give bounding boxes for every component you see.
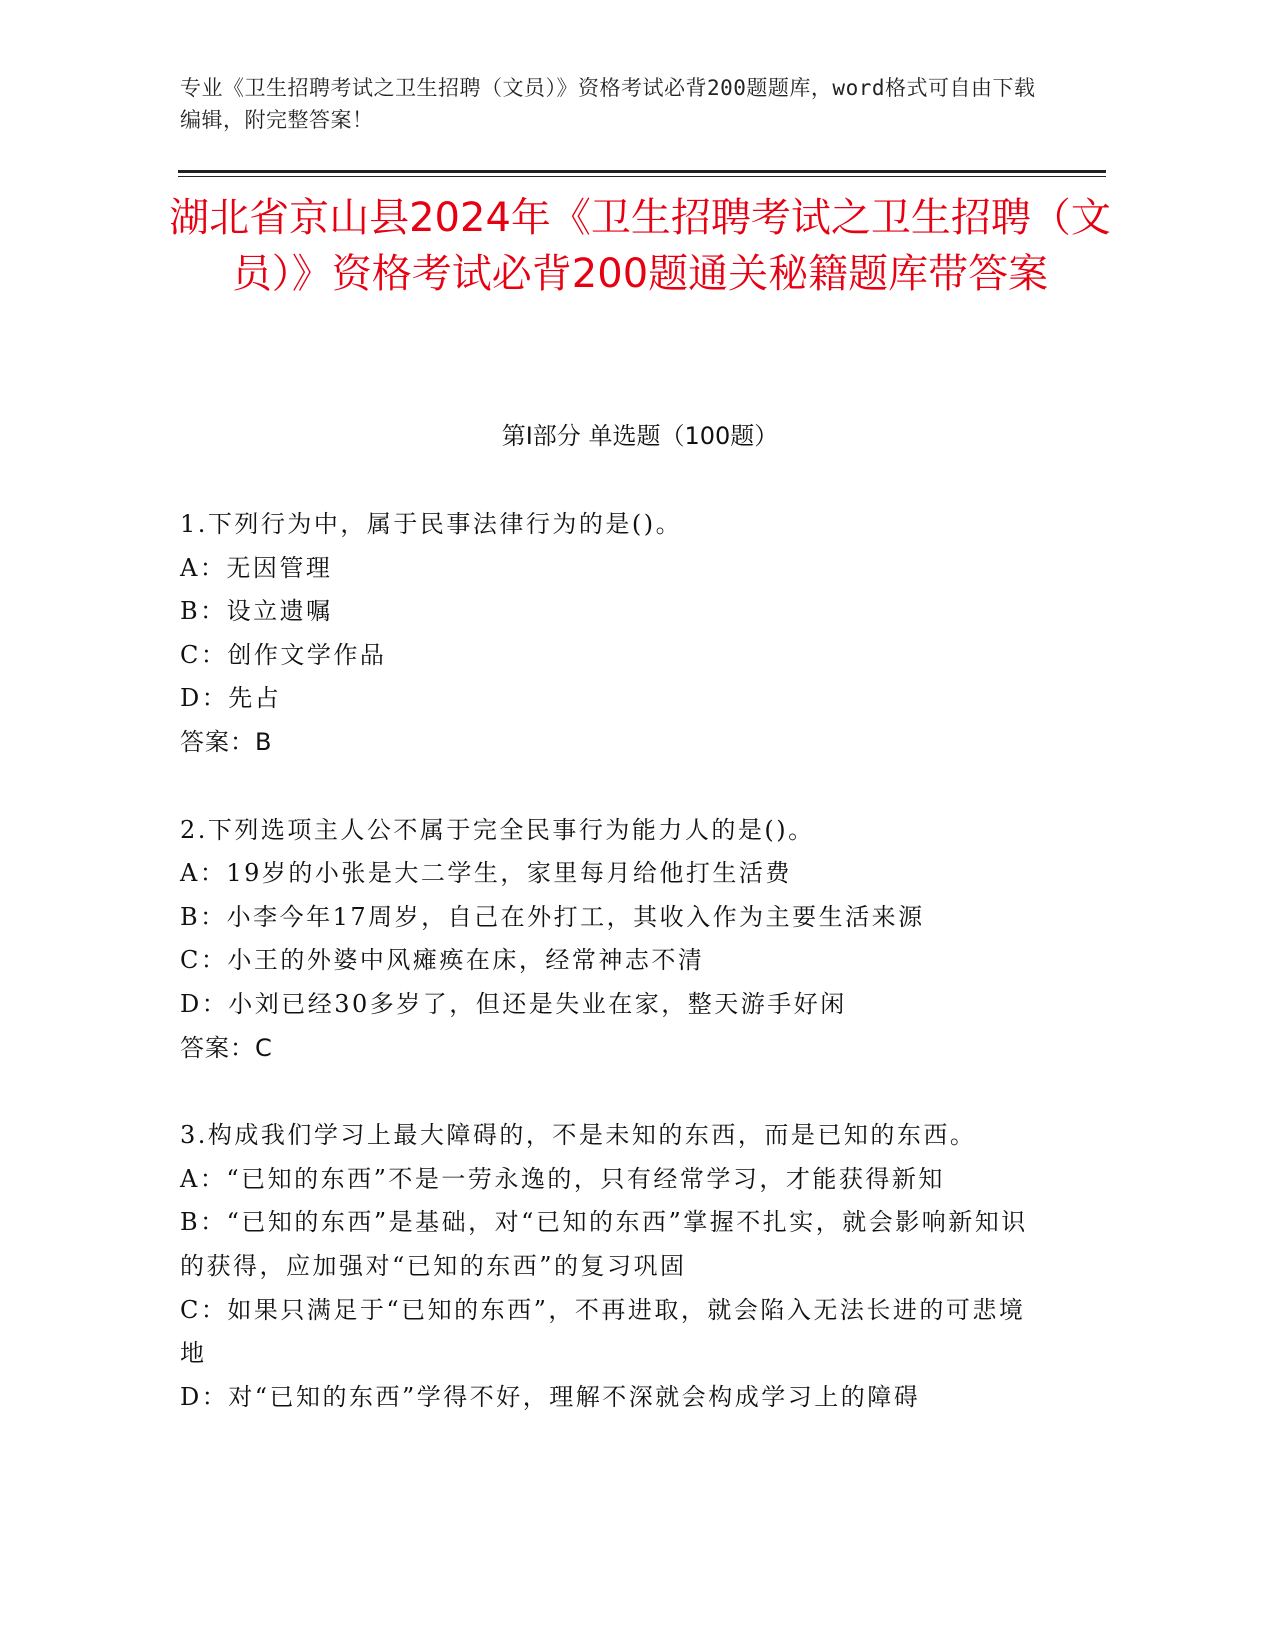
question-list (180, 503, 1040, 1463)
question-stem: 2.下列选项主人公不属于完全民事行为能力人的是()。 (180, 815, 815, 844)
option-d: D：先占 (180, 684, 282, 713)
header-divider-thick (178, 170, 1106, 173)
option-a: A：“已知的东西”不是一劳永逸的，只有经常学习，才能获得新知 (180, 1164, 945, 1193)
option-c: C：如果只满足于“已知的东西”，不再进取，就会陷入无法长进的可悲境地 (180, 1295, 1026, 1368)
option-c: C：小王的外婆中风瘫痪在床，经常神志不清 (180, 946, 705, 975)
option-d: D：小刘已经30多岁了，但还是失业在家，整天游手好闲 (180, 989, 847, 1018)
option-d: D：对“已知的东西”学得不好，理解不深就会构成学习上的障碍 (180, 1382, 921, 1411)
question-1 (180, 503, 1040, 765)
answer-label: 答案：C (180, 1033, 273, 1062)
option-a: A：无因管理 (180, 553, 333, 582)
question-stem: 1.下列行为中，属于民事法律行为的是()。 (180, 510, 683, 538)
question-3 (180, 1114, 1040, 1419)
header-divider-thin (178, 176, 1106, 177)
question-stem: 3.构成我们学习上最大障碍的，不是未知的东西，而是已知的东西。 (180, 1121, 977, 1150)
header-note: 专业《卫生招聘考试之卫生招聘（文员）》资格考试必背200题题库，word格式可自由下载编辑，附完整答案！ (180, 76, 1036, 132)
option-a: A：19岁的小张是大二学生，家里每月给他打生活费 (180, 859, 792, 888)
question-2 (180, 809, 1040, 1071)
option-c: C：创作文学作品 (180, 640, 387, 669)
section-heading: 第Ⅰ部分 单选题（100题） (501, 422, 779, 450)
answer-label: 答案：B (180, 727, 273, 756)
option-b: B：小李今年17周岁，自己在外打工，其收入作为主要生活来源 (180, 902, 925, 931)
option-b: B：设立遗嘱 (180, 597, 333, 626)
document-title: 湖北省京山县2024年《卫生招聘考试之卫生招聘（文员）》资格考试必背200题通关秘籍题库带答案 (169, 195, 1111, 297)
option-b: B：“已知的东西”是基础，对“已知的东西”掌握不扎实，就会影响新知识的获得，应加强对“已知的东西”的复习巩固 (180, 1208, 1028, 1280)
